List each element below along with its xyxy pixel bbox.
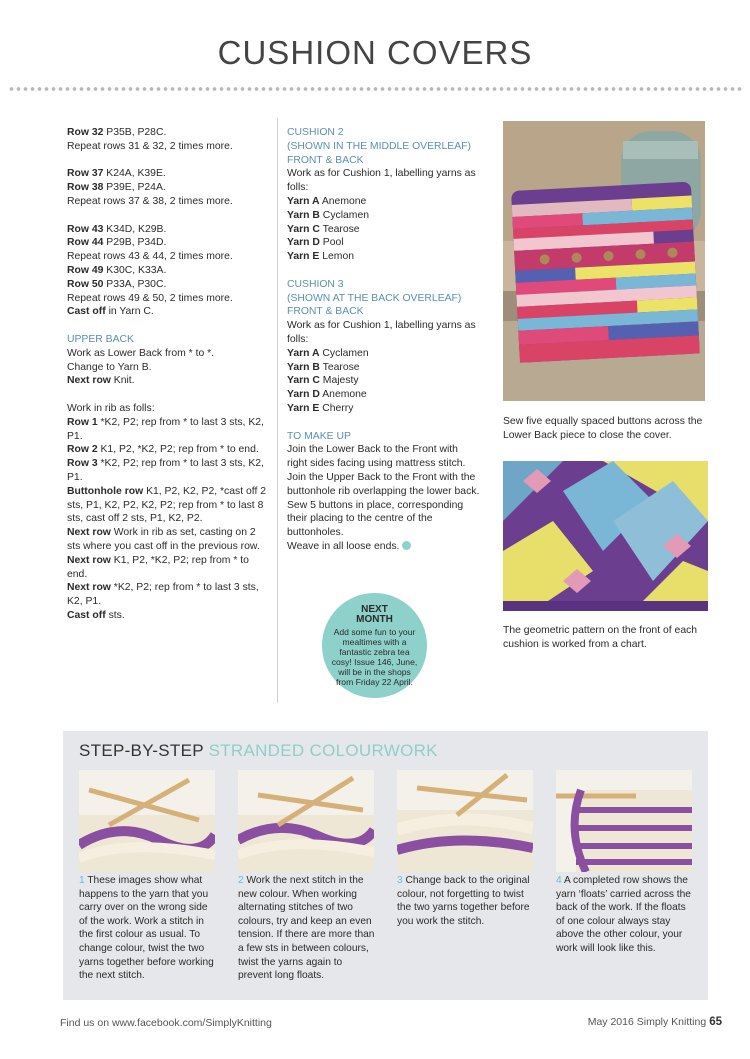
step-1-photo	[79, 770, 215, 872]
step-2-text: 2 Work the next stitch in the new colour. When working alternating stitches of two colours, try and keep an even tension. If there are more than a few sts in between colours, twist the yarns again to prevent long floats.	[238, 875, 375, 982]
pattern-line: Work as for Cushion 1, labelling yarns as folls:	[287, 168, 476, 194]
pattern-line: Row 1 *K2, P2; rep from * to last 3 sts, K2, P1.	[67, 416, 264, 442]
yarn-line: Yarn E Cherry	[287, 402, 354, 414]
pattern-column-1	[67, 126, 267, 623]
pattern-column-2	[287, 126, 480, 554]
photo-caption: The geometric pattern on the front of each cushion is worked from a chart.	[503, 625, 698, 650]
page-number: 65	[709, 1016, 722, 1028]
pattern-line: Join the Lower Back to the Front with right sides facing using mattress stitch. Join the Upper Back to the Front with the buttonhole rib overlapping the lower back.	[287, 444, 480, 497]
next-month-heading: NEXT	[361, 603, 388, 615]
pattern-line: Row 44 P29B, P34D.	[67, 237, 167, 249]
pattern-line: Next row *K2, P2; rep from * to last 3 sts, K2, P1.	[67, 582, 259, 608]
section-subheading: (SHOWN IN THE MIDDLE OVERLEAF)	[287, 140, 471, 152]
section-heading-upper-back: UPPER BACK	[67, 333, 134, 345]
section-heading-make-up: TO MAKE UP	[287, 430, 351, 442]
pattern-line: Row 37 K24A, K39E.	[67, 168, 166, 180]
end-mark-icon	[402, 541, 411, 550]
footer-issue: May 2016 Simply Knitting 65	[587, 1016, 722, 1028]
pattern-line: Row 50 P33A, P30C.	[67, 278, 167, 290]
pattern-line: Cast off sts.	[67, 609, 125, 621]
section-subheading: FRONT & BACK	[287, 306, 364, 318]
step-by-step-title: STEP-BY-STEP STRANDED COLOURWORK	[79, 741, 438, 760]
pattern-line: Next row K1, P2, *K2, P2; rep from * to end.	[67, 554, 249, 580]
next-month-heading: MONTH	[356, 613, 393, 625]
step-4-photo	[556, 770, 692, 872]
pattern-line: Cast off in Yarn C.	[67, 306, 154, 318]
pattern-line: Work as Lower Back from * to *.	[67, 347, 215, 359]
yarn-line: Yarn B Tearose	[287, 361, 360, 373]
pattern-line: Row 38 P39E, P24A.	[67, 182, 166, 194]
section-heading-cushion-3: CUSHION 3	[287, 278, 344, 290]
pattern-line: Repeat rows 43 & 44, 2 times more.	[67, 251, 233, 263]
yarn-line: Yarn A Anemone	[287, 195, 367, 207]
next-month-body: Add some fun to your mealtimes with a fantastic zebra tea cosy! Issue 146, June, will be in the shops from Friday 22 April.	[331, 626, 418, 687]
page-title: CUSHION COVERS	[217, 34, 533, 71]
step-4-text: 4 A completed row shows the yarn ‘floats’ carried across the back of the work. If the floats of one colour always stay above the other colour, your work will look like this.	[556, 875, 691, 954]
yarn-line: Yarn E Lemon	[287, 251, 355, 263]
column-divider	[277, 118, 278, 703]
yarn-line: Yarn B Cyclamen	[287, 209, 370, 221]
pattern-line: Next row Work in rib as set, casting on 2 sts where you cast off in the previous row.	[67, 527, 260, 552]
section-heading-cushion-2: CUSHION 2	[287, 127, 344, 138]
pattern-line: Row 2 K1, P2, *K2, P2; rep from * to end.	[67, 444, 259, 456]
pattern-line: Row 49 K30C, K33A.	[67, 264, 167, 276]
pattern-line: Sew 5 buttons in place, corresponding their placing to the centre of the buttonholes.	[287, 499, 464, 539]
dotted-divider	[8, 86, 742, 92]
photo-caption: Sew five equally spaced buttons across the Lower Back piece to close the cover.	[503, 416, 703, 441]
pattern-line: Repeat rows 49 & 50, 2 times more.	[67, 292, 233, 304]
next-month-badge	[322, 593, 427, 698]
section-subheading: FRONT & BACK	[287, 154, 364, 166]
pattern-line: Change to Yarn B.	[67, 361, 152, 373]
yarn-line: Yarn A Cyclamen	[287, 347, 369, 359]
yarn-line: Yarn D Pool	[287, 237, 344, 249]
pattern-line: Row 43 K34D, K29B.	[67, 223, 167, 235]
step-3-photo	[397, 770, 533, 872]
pattern-line: Next row Knit.	[67, 375, 135, 387]
step-1-text: 1 These images show what happens to the yarn that you carry over on the wrong side of the work. Work a stitch in the first colour as usual. To change colour, twist the two yarns together before working the next stitch.	[79, 875, 214, 982]
section-subheading: (SHOWN AT THE BACK OVERLEAF)	[287, 292, 462, 304]
yarn-line: Yarn C Tearose	[287, 223, 360, 235]
pattern-line: Weave in all loose ends.	[287, 540, 480, 554]
pattern-line: Work in rib as folls:	[67, 402, 155, 414]
yarn-line: Yarn D Anemone	[287, 389, 367, 401]
footer-facebook-link[interactable]: Find us on www.facebook.com/SimplyKnitting	[60, 1017, 272, 1029]
step-by-step-panel	[63, 731, 708, 1000]
pattern-line: Work as for Cushion 1, labelling yarns as folls:	[287, 320, 476, 345]
pattern-line: Row 32 P35B, P28C.	[67, 127, 167, 138]
yarn-line: Yarn C Majesty	[287, 375, 359, 387]
pattern-line: Repeat rows 31 & 32, 2 times more.	[67, 140, 233, 152]
geometric-pattern-photo	[503, 461, 708, 611]
pattern-line: Repeat rows 37 & 38, 2 times more.	[67, 195, 233, 207]
pattern-line: Row 3 *K2, P2; rep from * to last 3 sts, K2, P1.	[67, 458, 264, 483]
step-2-photo	[238, 770, 374, 872]
cushion-photo	[503, 121, 705, 401]
pattern-line: Buttonhole row K1, P2, K2, P2, *cast off 2 sts, P1, K2, P2, K2, P2; rep from * to last 8 sts, cast off 2 sts, P1, K2, P2.	[67, 485, 267, 525]
step-3-text: 3 Change back to the original colour, not forgetting to twist the two yarns together before you work the stitch.	[397, 875, 530, 927]
